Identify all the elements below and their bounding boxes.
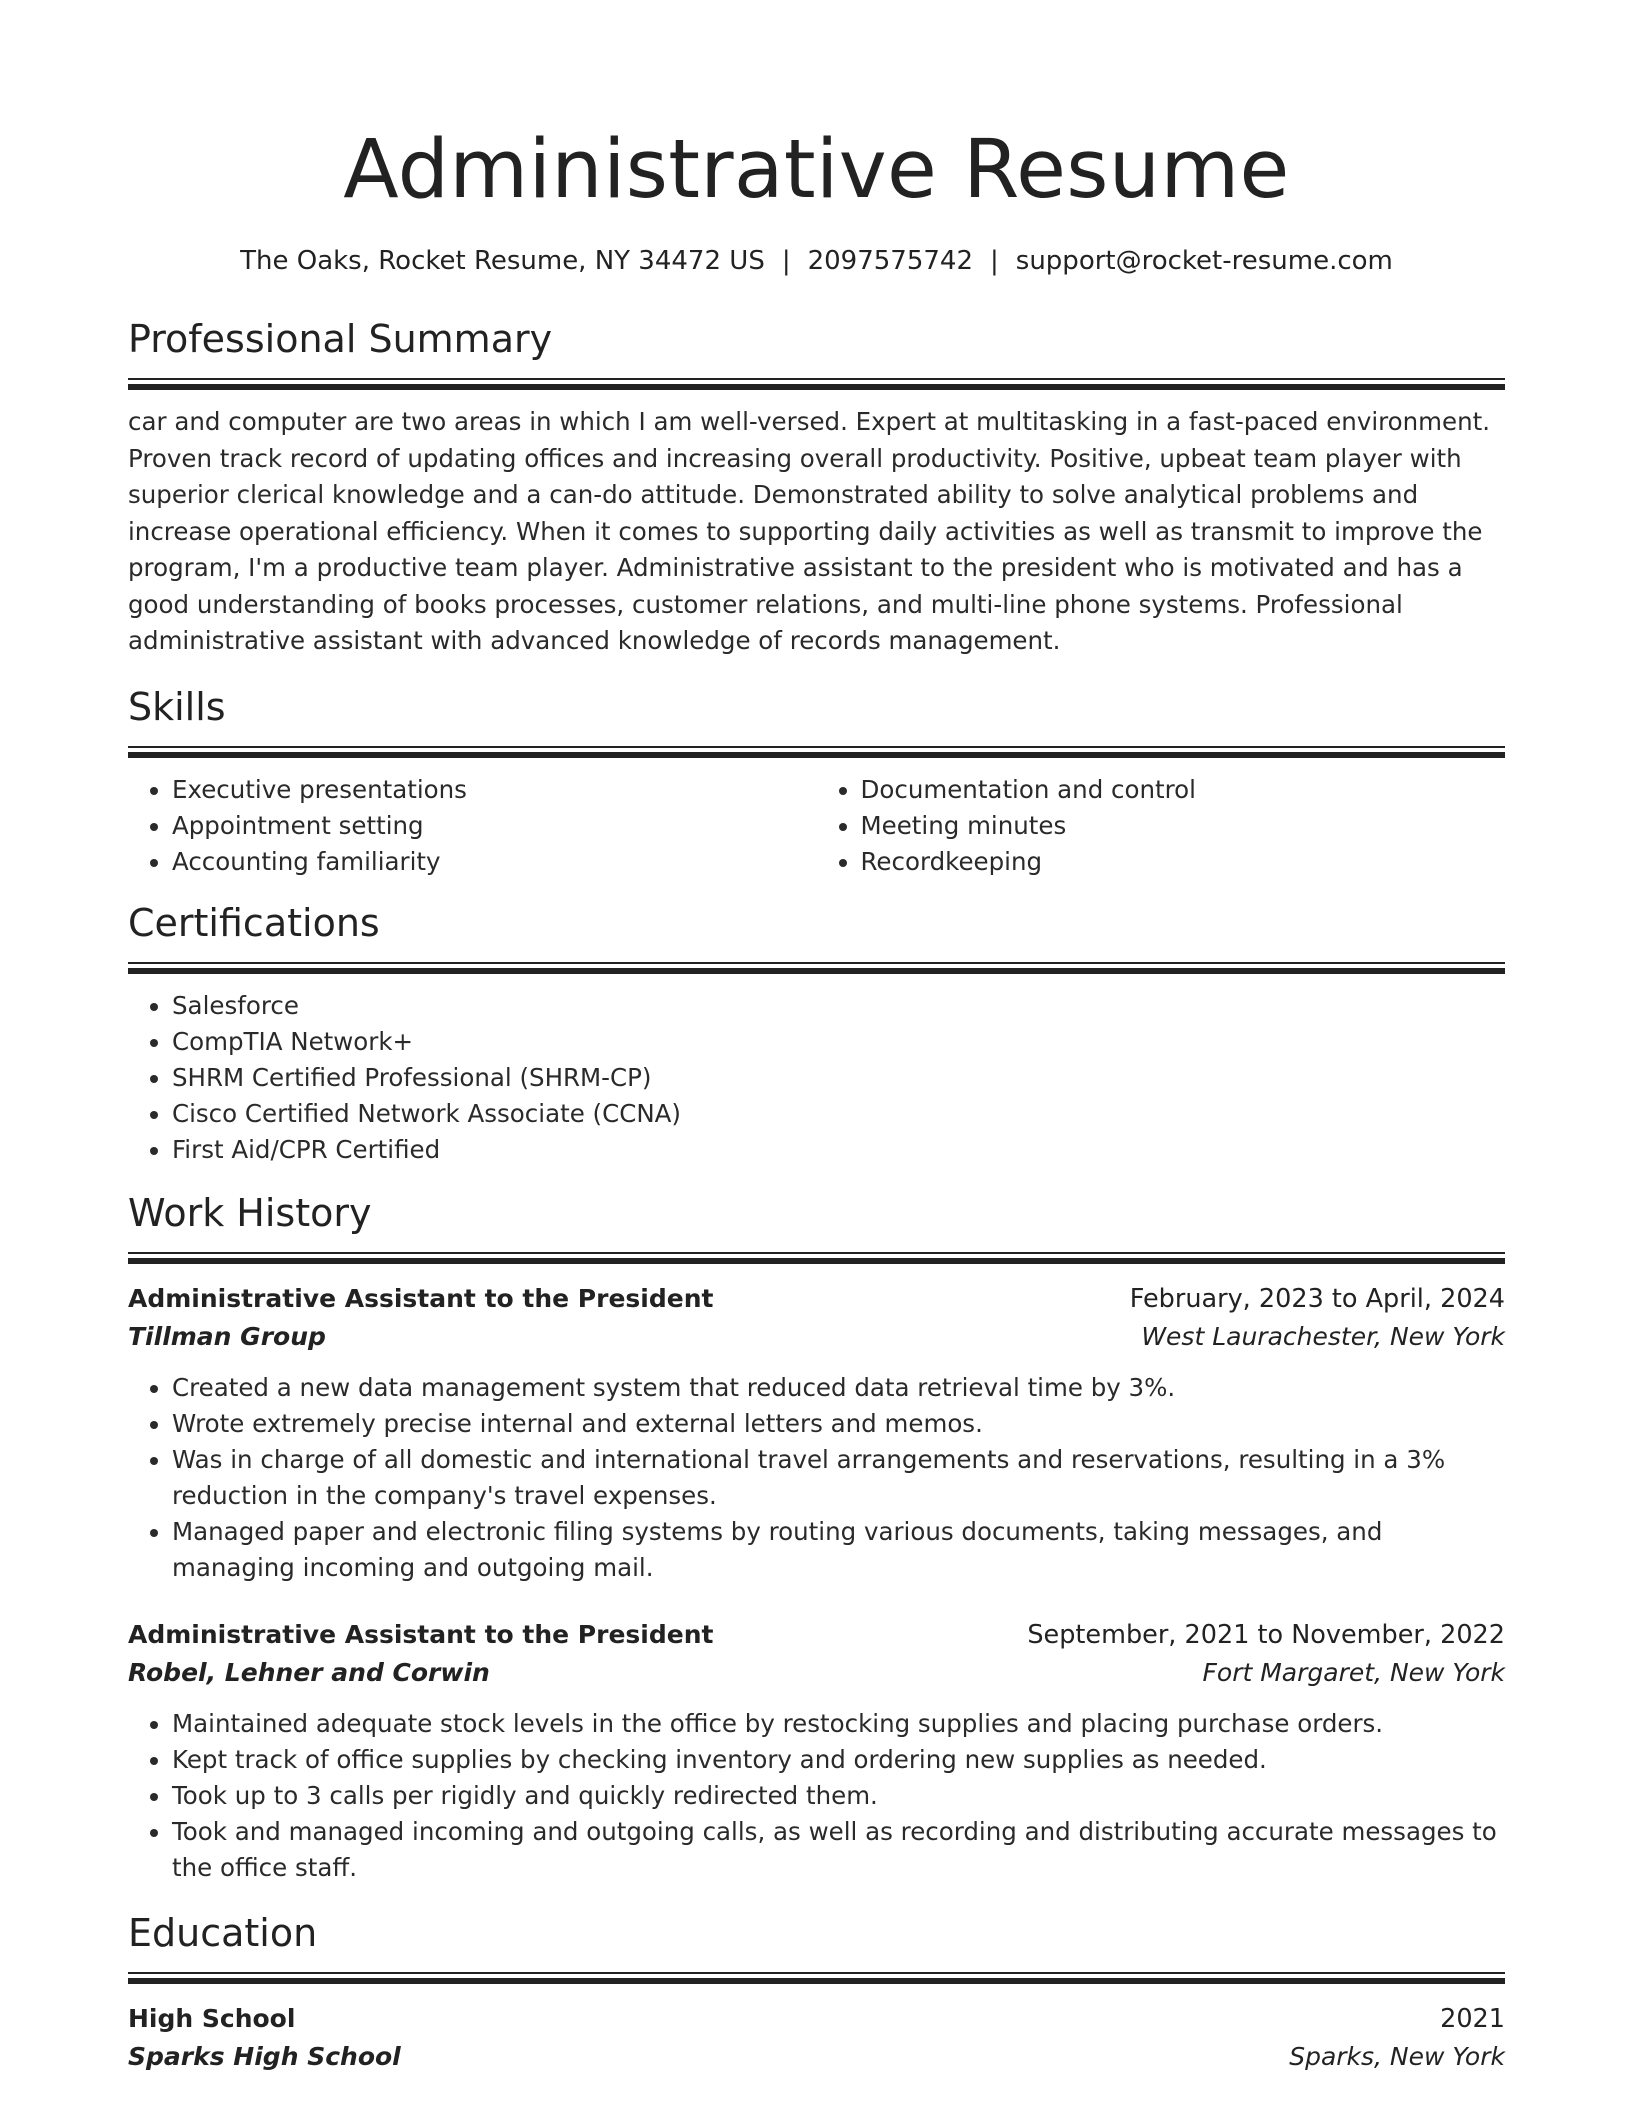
job-title: Administrative Assistant to the President — [128, 1283, 714, 1313]
section-education — [128, 1908, 1505, 2076]
resume-title: Administrative Resume — [343, 123, 1290, 217]
job-entry — [128, 1280, 1505, 1586]
list-item: • Took up to 3 calls per rigidly and quickly redirected them. — [172, 1778, 1505, 1814]
job-dates: February, 2023 to April, 2024 — [1129, 1283, 1505, 1314]
list-item: • Created a new data management system that reduced data retrieval time by 3%. — [172, 1370, 1505, 1406]
section-divider — [128, 962, 1505, 974]
job-duties-list — [128, 1370, 1505, 1586]
education-degree: High School — [128, 2003, 296, 2033]
education-entry — [128, 2000, 1505, 2076]
job-location: West Laurachester, New York — [1141, 1321, 1505, 1351]
section-heading-certifications: Certifications — [128, 900, 380, 945]
section-certifications — [128, 898, 1505, 1168]
skills-column-right — [817, 772, 1506, 880]
job-location: Fort Margaret, New York — [1202, 1657, 1505, 1687]
contact-phone: 2097575742 — [807, 246, 974, 276]
education-header — [128, 2000, 1505, 2038]
list-item: • CompTIA Network+ — [172, 1024, 1505, 1060]
list-item: • Cisco Certified Network Associate (CCNA) — [172, 1096, 1505, 1132]
education-year: 2021 — [1440, 2003, 1505, 2034]
contact-email: support@rocket-resume.com — [1015, 246, 1393, 276]
list-item: • Took and managed incoming and outgoing calls, as well as recording and distributing accurate messages to the office staff. — [172, 1814, 1505, 1886]
contact-address: The Oaks, Rocket Resume, NY 34472 US — [240, 246, 765, 276]
section-skills — [128, 682, 1505, 880]
section-heading-work-history: Work History — [128, 1190, 372, 1235]
list-item: • Was in charge of all domestic and international travel arrangements and reservations, resulting in a 3% reduction in the company's travel expenses. — [172, 1442, 1505, 1514]
certifications-list — [128, 988, 1505, 1168]
list-item: • Wrote extremely precise internal and external letters and memos. — [172, 1406, 1505, 1442]
job-subheader — [128, 1654, 1505, 1692]
section-heading-summary: Professional Summary — [128, 317, 553, 361]
education-subheader — [128, 2038, 1505, 2076]
list-item: • Accounting familiarity — [172, 844, 817, 880]
job-employer: Robel, Lehner and Corwin — [128, 1657, 490, 1687]
job-subheader — [128, 1318, 1505, 1356]
job-entry — [128, 1616, 1505, 1886]
education-location: Sparks, New York — [1289, 2041, 1505, 2071]
job-dates: September, 2021 to November, 2022 — [1027, 1619, 1505, 1650]
list-item: • Managed paper and electronic filing systems by routing various documents, taking messages, and managing incoming and outgoing mail. — [172, 1514, 1505, 1586]
education-school: Sparks High School — [128, 2041, 401, 2071]
list-item: • Salesforce — [172, 988, 1505, 1024]
skills-list-right — [817, 772, 1506, 880]
contact-separator: | — [990, 246, 999, 276]
section-divider — [128, 378, 1505, 390]
list-item: • Documentation and control — [861, 772, 1506, 808]
skills-list-left — [128, 772, 817, 880]
section-divider — [128, 746, 1505, 758]
section-work-history — [128, 1188, 1505, 1886]
list-item: • SHRM Certified Professional (SHRM-CP) — [172, 1060, 1505, 1096]
summary-paragraph: car and computer are two areas in which I am well-versed. Expert at multitasking in a fast-paced environment. Proven track record of updating offices and increasing overall productivity. Positive, upbeat team player with superior clerical knowledge and a can-do attitude. Demonstrated ability to solve analytical problems and increase operational efficiency. When it comes to supporting daily activities as well as transmit to improve the program, I'm a productive team player. Administrative assistant to the president who is motivated and has a good understanding of books processes, customer relations, and multi-line phone systems. Professional administrative assistant with advanced knowledge of records management. — [128, 407, 1491, 655]
list-item: • Maintained adequate stock levels in the office by restocking supplies and placing purchase orders. — [172, 1706, 1505, 1742]
skills-column-left — [128, 772, 817, 880]
job-header — [128, 1280, 1505, 1318]
job-duties-list — [128, 1706, 1505, 1886]
section-professional-summary — [128, 314, 1505, 660]
skills-grid — [128, 772, 1505, 880]
list-item: • First Aid/CPR Certified — [172, 1132, 1505, 1168]
section-divider — [128, 1972, 1505, 1984]
job-employer: Tillman Group — [128, 1321, 326, 1351]
job-title: Administrative Assistant to the President — [128, 1619, 714, 1649]
contact-separator: | — [781, 246, 791, 276]
section-heading-education: Education — [128, 1910, 318, 1955]
contact-line — [128, 244, 1505, 278]
list-item: • Kept track of office supplies by checking inventory and ordering new supplies as needed. — [172, 1742, 1505, 1778]
list-item: • Meeting minutes — [861, 808, 1506, 844]
section-divider — [128, 1252, 1505, 1264]
section-heading-skills: Skills — [128, 684, 226, 729]
list-item: • Executive presentations — [172, 772, 817, 808]
list-item: • Recordkeeping — [861, 844, 1506, 880]
list-item: • Appointment setting — [172, 808, 817, 844]
job-header — [128, 1616, 1505, 1654]
